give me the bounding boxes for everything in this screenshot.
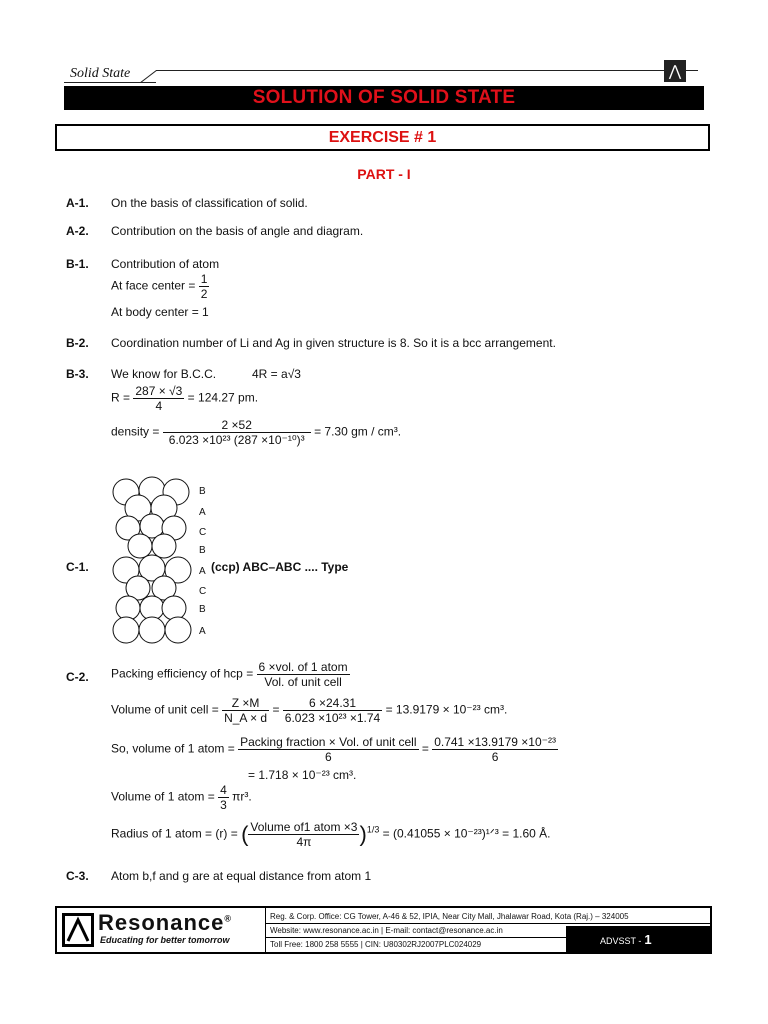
question-number: C-2. (66, 670, 89, 684)
fraction: $\frac{\text{Volume of1 atom ×3}}{4\pi}$ (250, 820, 358, 849)
formula-line: Packing efficiency of hcp = $\frac{\text{6 ×vol. of 1 atom}}{\text{Vol. of unit cell}}$ (111, 660, 348, 689)
resonance-logo-icon: ⋀ (664, 60, 686, 82)
formula-line: So, volume of 1 atom = $\frac{\text{Packing fraction × Vol. of unit cell}}{6}$ = $\frac{\text{0.741 ×13.9179 ×10⁻²³}}{6}$ (111, 735, 556, 764)
ccp-sphere-stack-diagram (108, 474, 198, 646)
part-heading: PART - I (357, 166, 411, 182)
brand-name: Resonance® (98, 910, 233, 935)
footer-divider (265, 908, 266, 952)
fraction: $\frac{287 \times √3}{4}$ (135, 384, 183, 413)
formula-line (111, 272, 209, 301)
office-address: Reg. & Corp. Office: CG Tower, A-46 & 52, IPIA, Near City Mall, Jhalawar Road, Kota (Raj.) – 324005 (270, 912, 629, 921)
question-number: C-3. (66, 869, 89, 883)
fraction: $\frac{\text{6 ×vol. of 1 atom}}{\text{Vol. of unit cell}}$ (258, 660, 348, 689)
formula: 4R = a√3 (252, 367, 301, 381)
question-number: B-1. (66, 257, 89, 271)
fraction: $\frac{2 \times 52}{\text{6.023 ×10²³ (287 ×10⁻¹⁰)³}}$ (163, 418, 311, 447)
layer-label: B (199, 486, 206, 497)
footer-rule (266, 923, 710, 924)
formula-rhs: = 7.30 gm / cm³. (314, 424, 402, 439)
question-number: B-3. (66, 367, 89, 381)
layer-label: A (199, 507, 206, 518)
question-number: A-2. (66, 224, 89, 238)
answer-text: Coordination number of Li and Ag in given structure is 8. So it is a bcc arrangement. (111, 336, 556, 350)
header-rule-top (156, 70, 664, 71)
layer-label: A (199, 566, 206, 577)
resonance-logo-icon (62, 913, 94, 947)
title-bar (64, 86, 704, 110)
formula-lhs: density = (111, 424, 160, 439)
website-email: Website: www.resonance.ac.in | E-mail: contact@resonance.ac.in (270, 926, 503, 935)
question-number: C-1. (66, 560, 89, 574)
exercise-box (55, 124, 710, 151)
footer-rule (266, 937, 566, 938)
layer-label: B (199, 545, 206, 556)
page-title: SOLUTION OF SOLID STATE (252, 87, 516, 108)
formula-line: Radius of 1 atom = (r) = ( $\frac{\text{Volume of1 atom ×3}}{4\pi}$ )$^{1/3}$ = (0.41055 × 10⁻²³)¹ᐟ³ = 1.60 Å. (111, 820, 551, 849)
subject-label: Solid State (70, 66, 131, 81)
formula-line (111, 418, 401, 447)
answer-text: We know for B.C.C. (111, 367, 217, 381)
answer-text: Contribution of atom (111, 257, 220, 271)
header-rule-slant (140, 70, 157, 83)
page-number: ADVSST - 1 (600, 932, 652, 947)
header-rule-end (686, 70, 698, 71)
formula-lhs: At face center = (111, 278, 196, 293)
layer-label: B (199, 604, 206, 615)
layer-label: C (199, 527, 207, 538)
formula-line: Volume of unit cell = $\frac{Z \times M}{N\_A \times d}$ = $\frac{6 \times 24.31}{\text{6.023 ×10²³ ×1.74}}$ = 13.9179 × 10⁻²³ cm³. (111, 696, 508, 725)
fraction: $\frac{\text{0.741 ×13.9179 ×10⁻²³}}{6}$ (434, 735, 556, 764)
formula-lhs: R = (111, 390, 131, 405)
formula-line (111, 384, 258, 413)
answer-text: At body center = 1 (111, 305, 209, 319)
answer-text: Atom b,f and g are at equal distance from atom 1 (111, 869, 372, 883)
formula-line: Volume of 1 atom = $\frac{4}{3}$ πr³. (111, 783, 252, 812)
fraction: $\frac{1}{2}$ (200, 272, 208, 301)
answer-text: On the basis of classification of solid. (111, 196, 308, 210)
fraction: $\frac{6 \times 24.31}{\text{6.023 ×10²³ ×1.74}}$ (284, 696, 381, 725)
layer-label: A (199, 626, 206, 637)
layer-label: C (199, 586, 207, 597)
fraction: $\frac{Z \times M}{N\_A \times d}$ (224, 696, 268, 725)
fraction: $\frac{4}{3}$ (220, 783, 227, 812)
brand-tagline: Educating for better tomorrow (100, 935, 230, 945)
exercise-title: EXERCISE # 1 (328, 129, 437, 146)
toll-free: Toll Free: 1800 258 5555 | CIN: U80302RJ2007PLC024029 (270, 940, 482, 949)
formula-rhs: = 124.27 pm. (187, 390, 259, 405)
fraction: $\frac{\text{Packing fraction × Vol. of unit cell}}{6}$ (240, 735, 417, 764)
answer-text: = 1.718 × 10⁻²³ cm³. (248, 768, 357, 782)
question-number: B-2. (66, 336, 89, 350)
question-number: A-1. (66, 196, 89, 210)
answer-text: Contribution on the basis of angle and diagram. (111, 224, 364, 238)
answer-text: (ccp) ABC–ABC .... Type (211, 560, 349, 574)
